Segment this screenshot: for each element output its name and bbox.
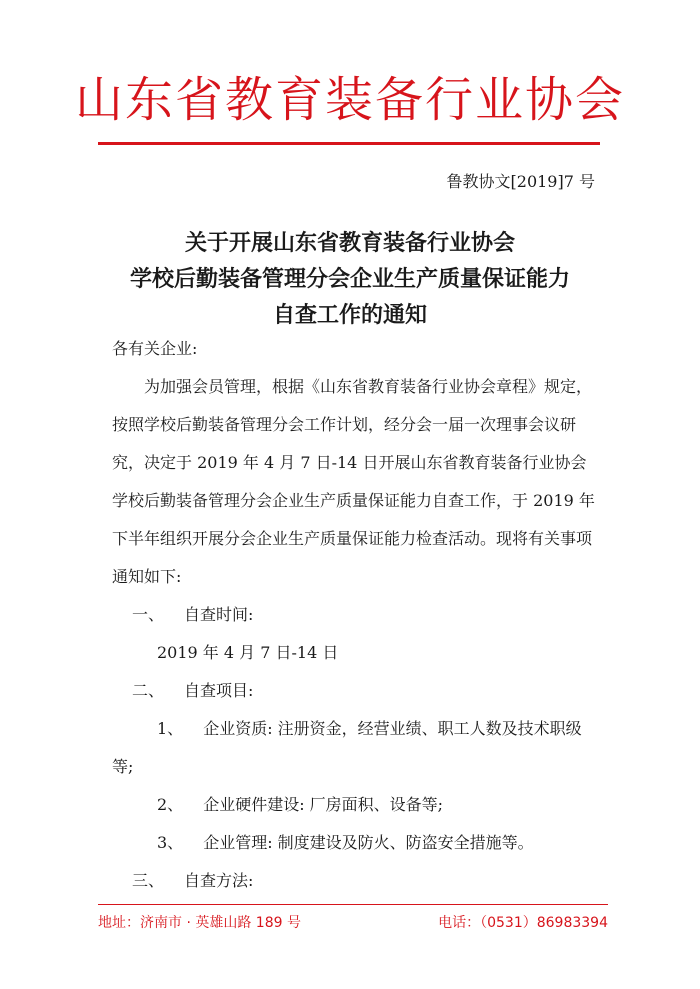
section-heading [112, 862, 602, 900]
section-title: 自查方法: [184, 871, 254, 890]
letterhead-footer [98, 912, 608, 932]
section-number: 三、 [132, 871, 165, 890]
notice-title-line: 关于开展山东省教育装备行业协会 [184, 230, 515, 256]
section-heading [112, 672, 602, 710]
item-number: 2、 [157, 795, 184, 814]
section-title: 自查项目: [184, 681, 254, 700]
notice-title-line: 自查工作的通知 [272, 302, 427, 328]
section-number: 二、 [132, 681, 165, 700]
section-title: 自查时间: [184, 605, 254, 624]
item-text: 企业管理: 制度建设及防火、防盗安全措施等。 [203, 833, 534, 852]
item-text: 企业资质: 注册资金，经营业绩、职工人数及技术职级等; [112, 719, 582, 776]
footer-phone: 电话：（0531）86983394 [438, 915, 608, 931]
footer-address: 地址：济南市 · 英雄山路 189 号 [98, 915, 301, 931]
list-item [112, 824, 602, 862]
self-check-date: 2019 年 4 月 7 日-14 日 [157, 643, 339, 662]
notice-title-line: 学校后勤装备管理分会企业生产质量保证能力 [129, 266, 570, 292]
intro-paragraph: 为加强会员管理，根据《山东省教育装备行业协会章程》规定，按照学校后勤装备管理分会工作计划，经分会一届一次理事会议研究，决定于 2019 年 4 月 7 日-14 日开展山东省教育装备行业协会学校后勤装备管理分会企业生产质量保证能力自查工作，于 2019 年下半年组织开展分会企业生产质量保证能力检查活动。现将有关事项通知如下: [112, 377, 595, 586]
section-heading [112, 596, 602, 634]
item-number: 3、 [157, 833, 184, 852]
org-letterhead-title: 山东省教育装备行业协会 [74, 72, 625, 128]
item-text: 企业硬件建设: 厂房面积、设备等; [203, 795, 444, 814]
list-item [112, 710, 602, 786]
notice-body [112, 330, 602, 900]
item-number: 1、 [157, 719, 184, 738]
footer-red-rule [98, 904, 608, 905]
document-number: 鲁教协文[2019]7 号 [446, 172, 595, 191]
salutation: 各有关企业: [112, 339, 198, 358]
notice-title [0, 225, 700, 333]
list-item [112, 786, 602, 824]
letterhead-red-rule [98, 142, 600, 145]
section-number: 一、 [132, 605, 165, 624]
